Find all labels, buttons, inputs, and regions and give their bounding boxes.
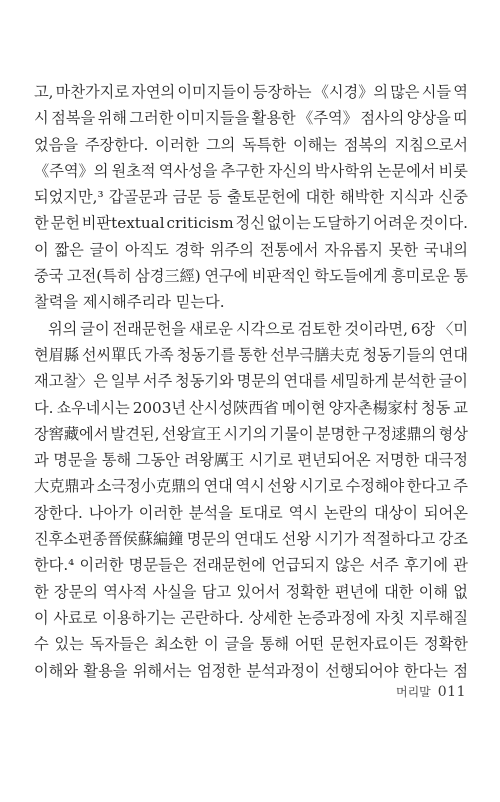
paragraph-1 [34, 79, 468, 316]
text-line: 장窖藏에서 발견된, 선왕宣王 시기의 기물이 분명한 구정逑鼎의 형상 [34, 424, 468, 443]
text-line: 이 짧은 글이 아직도 경학 위주의 전통에서 자유롭지 못한 국내의 [34, 240, 468, 259]
text-line: 었음을 주장한다. 이러한 그의 독특한 이해는 점복의 지침으로서 [34, 135, 468, 154]
running-footer-section: 머리말 [395, 685, 431, 699]
text-line: 수 있는 독자들은 최소한 이 글을 통해 어떤 문헌자료이든 정확한 [34, 635, 468, 654]
paragraph-2 [34, 316, 468, 684]
text-line: 찰력을 제시해주리라 믿는다. [34, 293, 225, 312]
text-line: 《주역》의 원초적 역사성을 추구한 자신의 박사학위 논문에서 비롯 [34, 161, 468, 180]
text-line: 중국 고전(특히 삼경三經) 연구에 비판적인 학도들에게 흥미로운 통 [34, 267, 468, 286]
text-line: 되었지만,³ 갑골문과 금문 등 출토문헌에 대한 해박한 지식과 신중 [34, 188, 468, 207]
text-line: 이 사료로 이용하기는 곤란하다. 상세한 논증과정에 자칫 지루해질 [34, 608, 468, 627]
text-line: 한 장문의 역사적 사실을 담고 있어서 정확한 편년에 대한 이해 없 [34, 582, 468, 601]
text-line: 장한다. 나아가 이러한 분석을 토대로 역시 논란의 대상이 되어온 [34, 503, 468, 522]
text-line: 위의 글이 전래문헌을 새로운 시각으로 검토한 것이라면, 6장 〈미 [48, 319, 468, 338]
text-line: 현眉縣 선씨單氏 가족 청동기를 통한 선부극膳夫克 청동기들의 연대 [34, 345, 468, 364]
page-footer [396, 683, 466, 700]
text-line: 다. 쇼우네시는 2003년 산시성陝西省 메이현 양자촌楊家村 청동 교 [34, 398, 468, 417]
text-line: 재고찰〉은 일부 서주 청동기와 명문의 연대를 세밀하게 분석한 글이 [34, 372, 468, 391]
page-number: 011 [437, 684, 466, 700]
text-line: 과 명문을 통해 그동안 려왕厲王 시기로 편년되어온 저명한 대극정 [34, 451, 468, 470]
text-line: 한 문헌 비판textual criticism 정신 없이는 도달하기 어려운 것이다. [34, 214, 468, 233]
text-line: 한다.⁴ 이러한 명문들은 전래문헌에 언급되지 않은 서주 후기에 관 [34, 556, 468, 575]
page-body [34, 79, 468, 684]
text-line: 진후소편종晉侯蘇編鐘 명문의 연대도 선왕 시기가 적절하다고 강조 [34, 530, 468, 549]
text-line: 고, 마찬가지로 자연의 이미지들이 등장하는 《시경》의 많은 시들 역 [34, 83, 468, 101]
text-line: 大克鼎과 소극정小克鼎의 연대 역시 선왕 시기로 수정해야 한다고 주 [34, 477, 468, 496]
text-line: 시 점복을 위해 그러한 이미지들을 활용한 《주역》 점사의 양상을 띠 [34, 109, 468, 128]
text-line: 이해와 활용을 위해서는 엄정한 분석과정이 선행되어야 한다는 점 [34, 661, 468, 680]
